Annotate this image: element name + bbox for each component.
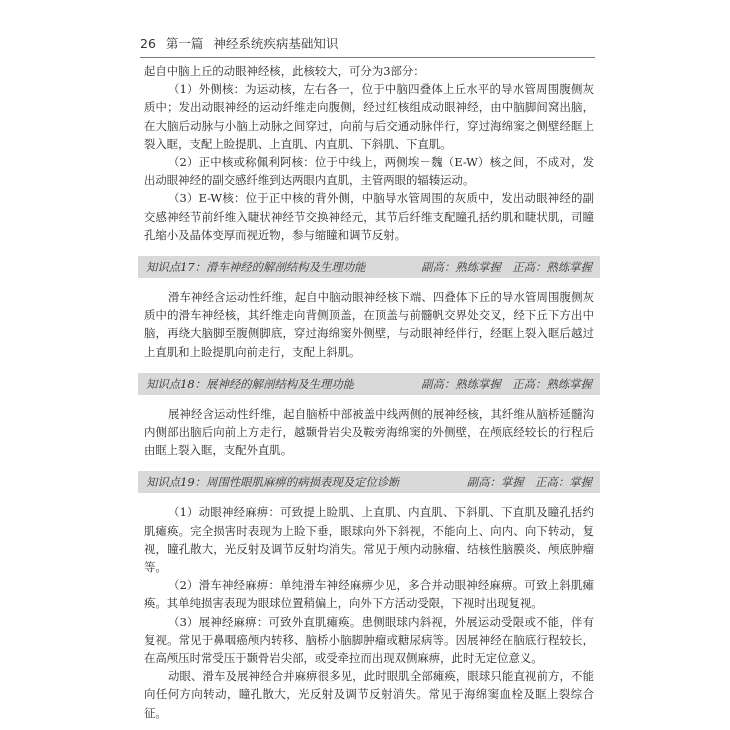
oculomotor-palsy-paragraph: （1）动眼神经麻痹：可致提上睑肌、上直肌、内直肌、下斜肌、下直肌及瞳孔括约肌瘫痪。完全损害时表现为上睑下垂，眼球向外下斜视，不能向上、向内、向下转动，复视，瞳孔散大，光反射及调节反射均消失。常见于颅内动脉瘤、结核性脑膜炎、颅底肿瘤等。: [144, 505, 594, 575]
trochlear-nerve-paragraph: 滑车神经含运动性纤维，起自中脑动眼神经核下端、四叠体下丘的导水管周围腹侧灰质中的滑车神经核，其纤维走向背侧顶盖，在顶盖与前髓帆交界处交叉，经下丘下方出中脑，再绕大脑脚至腹侧脚底，穿过海绵窦外侧壁，与动眼神经伴行，经眶上裂入眶后越过上直肌和上睑提肌向前走行，支配上斜肌。: [144, 290, 594, 359]
knowledge-point-title: 知识点17：滑车神经的解剖结构及生理功能: [146, 260, 366, 275]
intro-paragraph: 起自中脑上丘的动眼神经核，此核较大，可分为3部分：: [144, 64, 425, 78]
lateral-nucleus-paragraph: （1）外侧核：为运动核，左右各一，位于中脑四叠体上丘水平的导水管周围腹侧灰质中；发出动眼神经的运动纤维走向腹侧，经过红核组成动眼神经，由中脑脚间窝出脑，在大脑后动脉与小脑上动脉之间穿过，向前与后交通动脉伴行，穿过海绵窦之侧壁经眶上裂入眶，支配上睑提肌、上直肌、内直肌、下斜肌、下直肌。: [144, 82, 594, 151]
knowledge-point-title: 知识点18：展神经的解剖结构及生理功能: [146, 376, 355, 391]
knowledge-point-17-header: [138, 256, 600, 278]
chapter-title: 神经系统疾病基础知识: [213, 36, 339, 51]
knowledge-point-19-header: [138, 471, 600, 493]
trochlear-palsy-paragraph: （2）滑车神经麻痹：单纯滑车神经麻痹少见，多合并动眼神经麻痹。可致上斜肌瘫痪。其单纯损害表现为眼球位置稍偏上，向外下方活动受限，下视时出现复视。: [144, 578, 594, 611]
part-label: 第一篇: [165, 36, 204, 51]
requirement-level: 副高：熟练掌握 正高：熟练掌握: [421, 376, 592, 391]
knowledge-point-18-header: [138, 373, 600, 395]
page-body: [144, 62, 594, 722]
running-header: [140, 34, 595, 58]
ew-nucleus-paragraph: （3）E-W核：位于正中核的背外侧，中脑导水管周围的灰质中，发出动眼神经的副交感神经节前纤维入睫状神经节交换神经元，其节后纤维支配瞳孔括约肌和睫状肌，司瞳孔缩小及晶体变厚而视近物，参与缩瞳和调节反射。: [144, 191, 594, 242]
abducens-nerve-paragraph: 展神经含运动性纤维，起自脑桥中部被盖中线两侧的展神经核，其纤维从脑桥延髓沟内侧部出脑后向前上方走行，越颞骨岩尖及鞍旁海绵窦的外侧壁，在颅底经较长的行程后由眶上裂入眶，支配外直肌。: [144, 406, 594, 458]
median-nucleus-paragraph: （2）正中核或称佩利阿核：位于中线上，两侧埃－魏（E-W）核之间，不成对，发出动眼神经的副交感纤维到达两眼内直肌，主管两眼的辐辏运动。: [144, 155, 594, 188]
combined-palsy-paragraph: 动眼、滑车及展神经合并麻痹很多见，此时眼肌全部瘫痪，眼球只能直视前方，不能向任何方向转动，瞳孔散大，光反射及调节反射消失。常见于海绵窦血栓及眶上裂综合征。: [144, 669, 594, 720]
page-number: 26: [140, 36, 156, 51]
requirement-level: 副高：掌握 正高：掌握: [466, 475, 592, 490]
requirement-level: 副高：熟练掌握 正高：熟练掌握: [421, 260, 592, 275]
abducens-palsy-paragraph: （3）展神经麻痹：可致外直肌瘫痪。患侧眼球内斜视，外展运动受限或不能，伴有复视。常见于鼻咽癌颅内转移、脑桥小脑脚肿瘤或糖尿病等。因展神经在脑底行程较长，在高颅压时常受压于颞骨岩尖部，或受牵拉而出现双侧麻痹，此时无定位意义。: [144, 614, 594, 666]
knowledge-point-title: 知识点19：周围性眼肌麻痹的病损表现及定位诊断: [146, 475, 400, 490]
